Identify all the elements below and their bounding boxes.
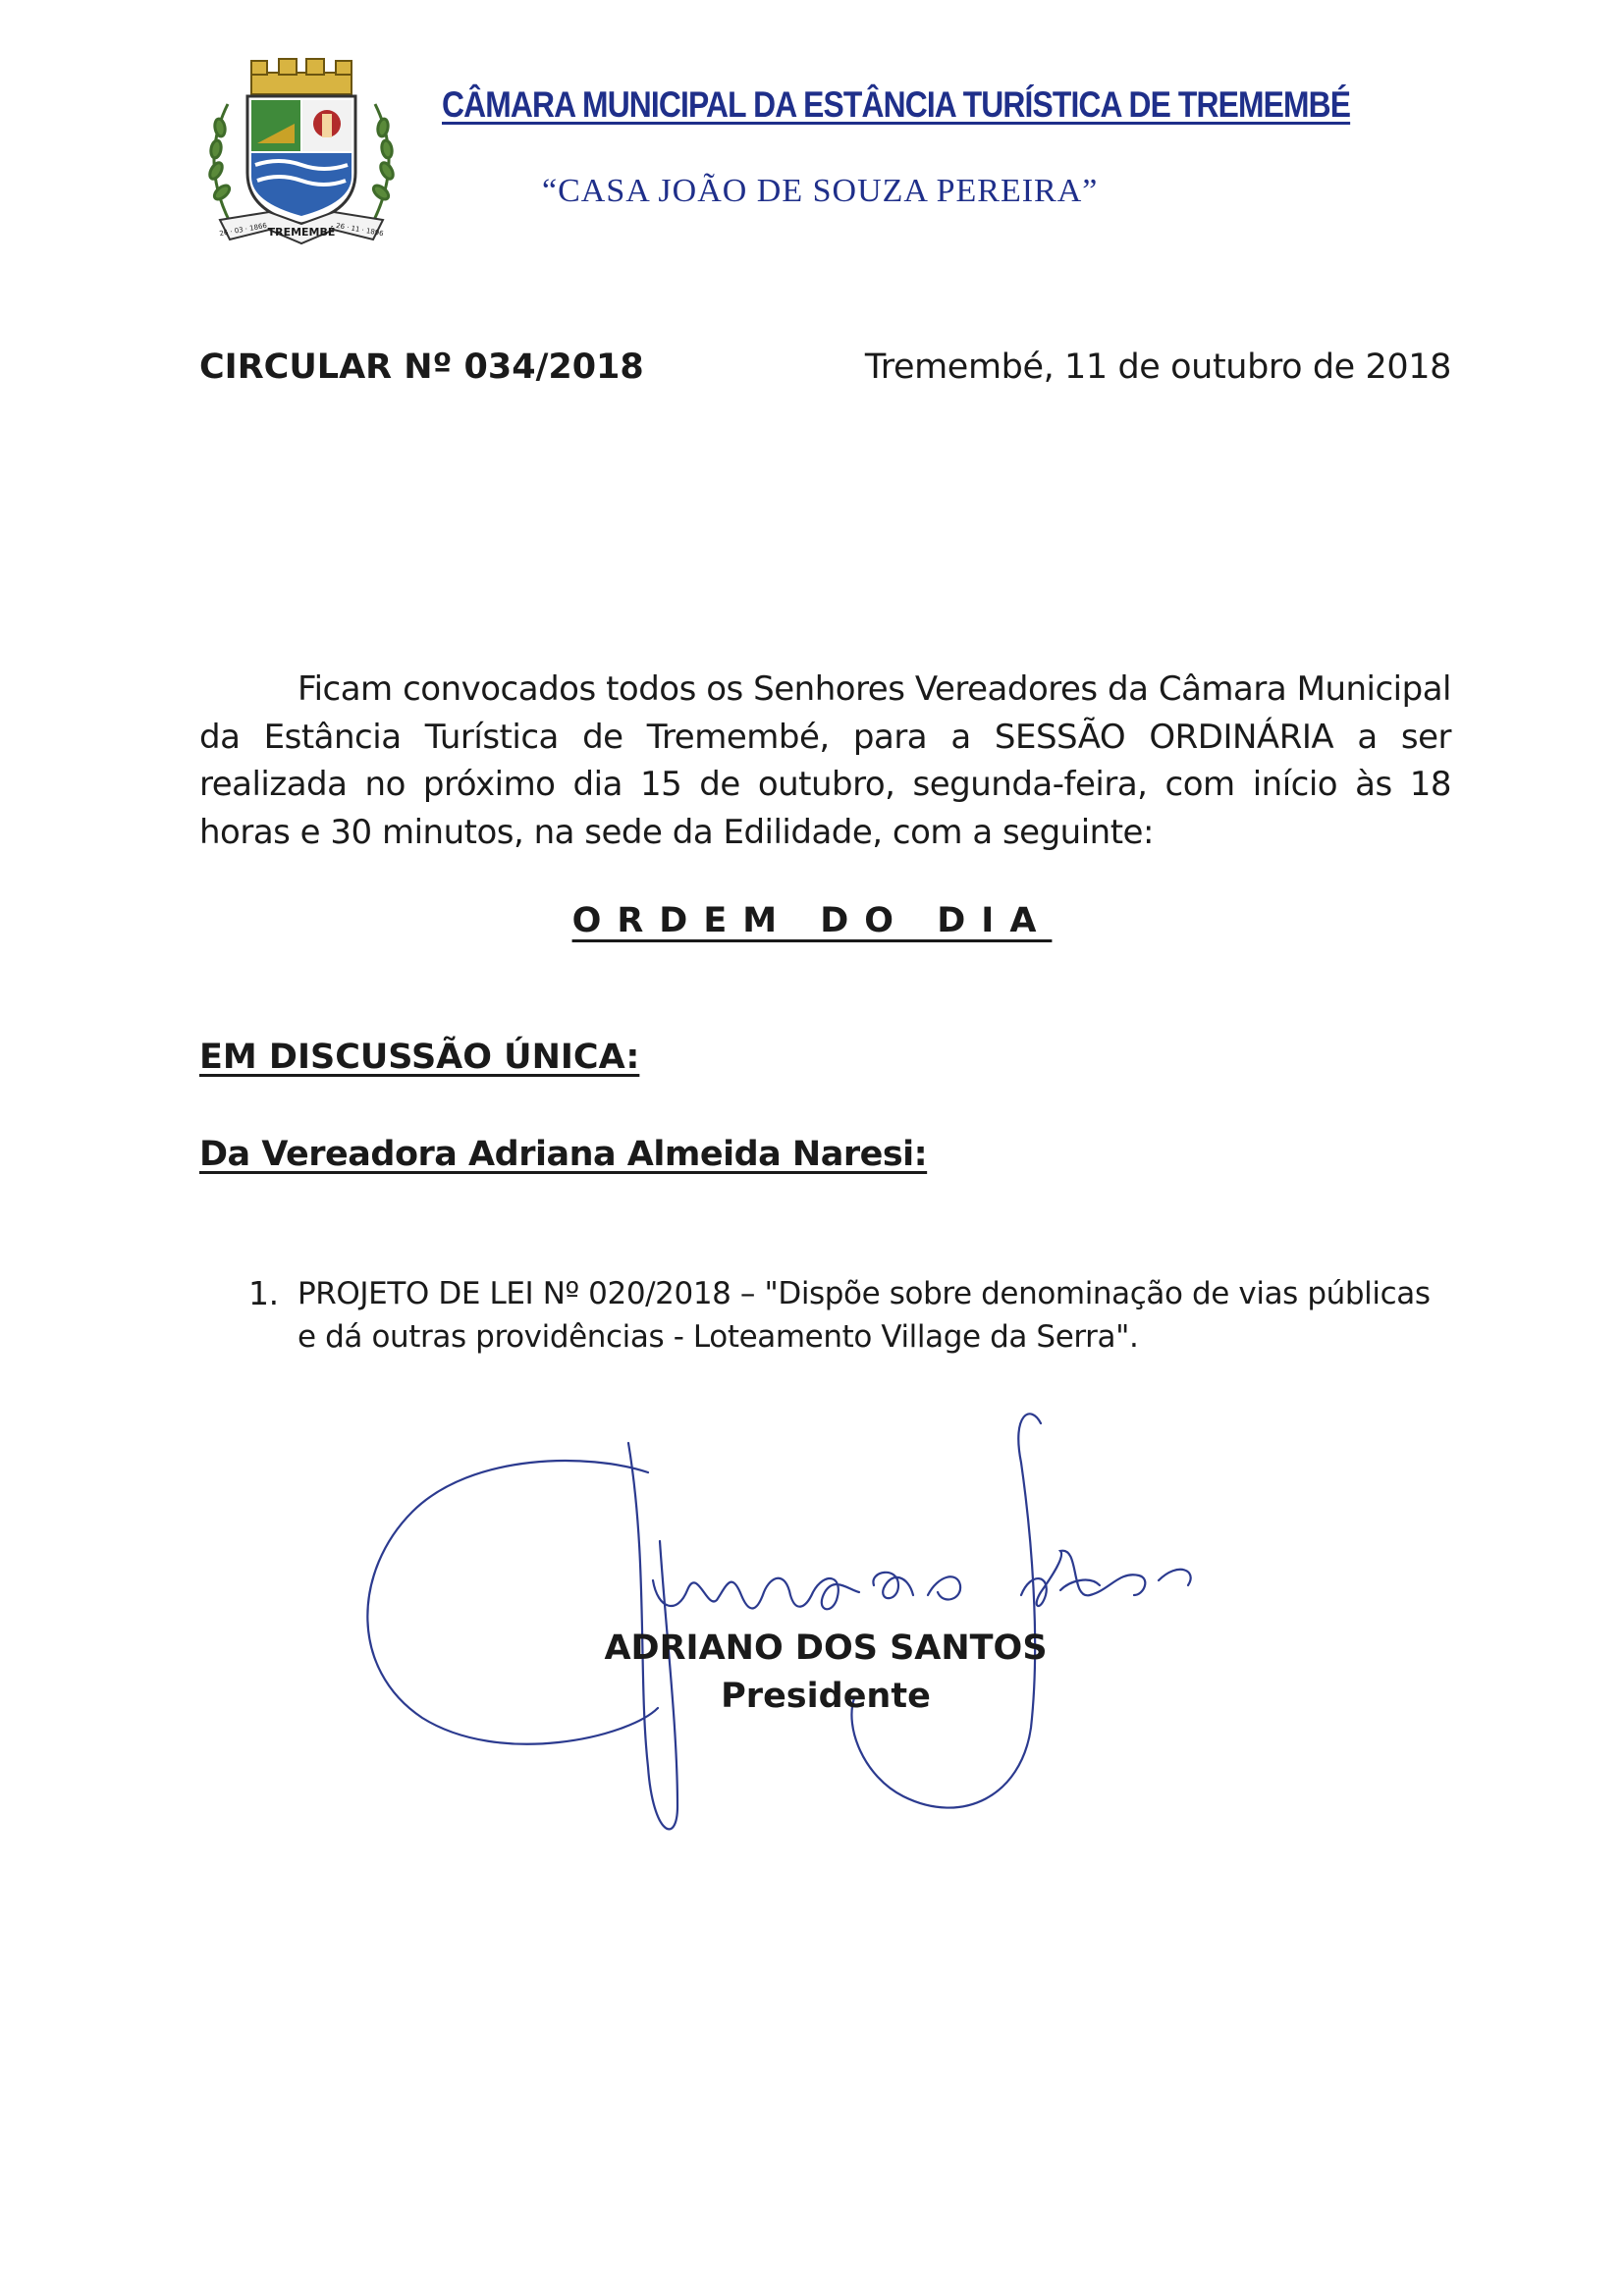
svg-text:26 · 03 · 1866: 26 · 03 · 1866 xyxy=(218,221,268,239)
agenda-item-text: PROJETO DE LEI Nº 020/2018 – "Dispõe sobre denominação de vias públicas e dá outras providências - Loteamento Village da Serra". xyxy=(298,1276,1431,1355)
place-date: Tremembé, 11 de outubro de 2018 xyxy=(864,347,1451,387)
signatory-name-text: ADRIANO DOS SANTOS xyxy=(604,1629,1048,1668)
discussion-heading: EM DISCUSSÃO ÚNICA: xyxy=(199,1038,640,1077)
convocation-paragraph: Ficam convocados todos os Senhores Vereadores da Câmara Municipal da Estância Turística de Tremembé, para a SESSÃO ORDINÁRIA a ser realizada no próximo dia 15 de outubro, segunda-feira, com início às 18 horas e 30 minutos, na sede da Edilidade, com a seguinte: xyxy=(199,669,1451,852)
institution-subtitle: “CASA JOÃO DE SOUZA PEREIRA” xyxy=(542,173,1099,209)
agenda-item-number: 1. xyxy=(248,1274,279,1312)
circular-number: CIRCULAR Nº 034/2018 xyxy=(199,347,644,387)
institution-name: CÂMARA MUNICIPAL DA ESTÂNCIA TURÍSTICA DE TREMEMBÉ xyxy=(442,84,1351,125)
signatory-role xyxy=(0,1677,1624,1716)
signatory-name xyxy=(0,1629,1624,1668)
author-heading: Da Vereadora Adriana Almeida Naresi: xyxy=(199,1135,928,1174)
municipal-coat-of-arms xyxy=(200,55,403,253)
agenda-item xyxy=(248,1272,1454,1359)
svg-text:26 · 11 · 1896: 26 · 11 · 1896 xyxy=(335,221,385,239)
svg-text:TREMEMBÉ: TREMEMBÉ xyxy=(267,226,336,239)
agenda-title: ORDEM DO DIA xyxy=(571,901,1053,940)
signatory-role-text: Presidente xyxy=(721,1677,931,1716)
